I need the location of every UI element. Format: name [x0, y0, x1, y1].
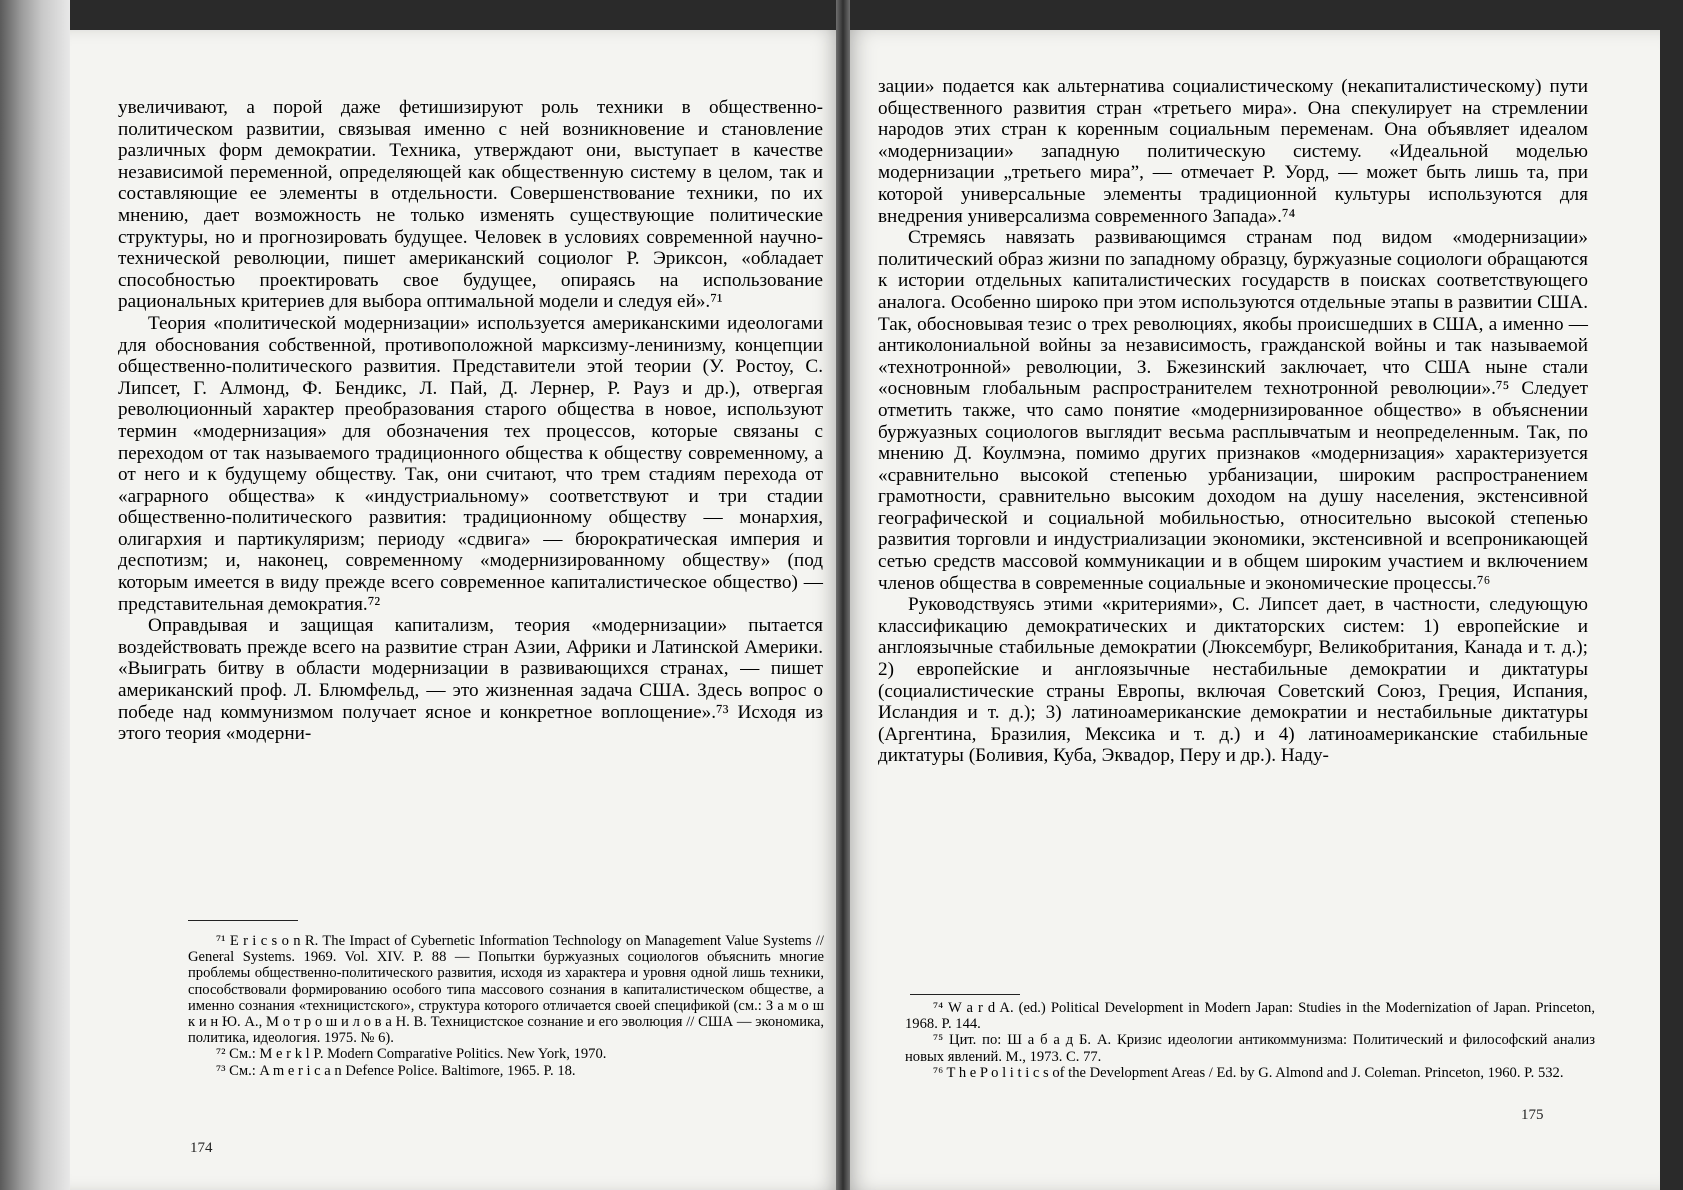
footnote-divider	[188, 920, 298, 921]
footnote-71: ⁷¹ E r i c s o n R. The Impact of Cybernetic Information Technology on Management Value Systems // General Systems. 1969. Vol. XIV. P. 88 — Попытки буржуазных социологов объяснить многие проблемы общественно-политического развития, исходя из характера и уровня одной лишь техники, способствовали формированию особого типа массового сознания в капиталистическом обществе, а именно сознания «техницистского», структура которого отличается своей спецификой (см.: З а м о ш к и н Ю. А., М о т р о ш и л о в а Н. В. Техницистское сознание и его эволюция // США — экономика, политика, идеология. 1975. № 6).	[188, 933, 824, 1047]
left-footnotes	[188, 933, 824, 1079]
footnote-74: ⁷⁴ W a r d A. (ed.) Political Development in Modern Japan: Studies in the Modernization of Japan. Princeton, 1968. P. 144.	[905, 1000, 1595, 1033]
right-footnotes	[905, 1000, 1595, 1081]
footnote-72: ⁷² См.: M e r k l P. Modern Comparative Politics. New York, 1970.	[216, 1046, 607, 1063]
left-paragraph-1: увеличивают, а порой даже фетишизируют роль техники в общественно-политическом развитии, связывая именно с ней возникновение и становление различных форм демократии. Техника, утверждают они, выступает в качестве независимой переменной, определяющей как общественную систему в целом, так и составляющие ее элементы в отдельности. Совершенствование техники, по их мнению, дает возможность не только изменять существующие политические структуры, но и прогнозировать будущее. Человек в условиях современной научно-технической революции, пишет американский социолог Р. Эриксон, «обладает способностью проектировать свое будущее, опираясь на использование рациональных критериев для выбора оптимальной модели и следуя ей».⁷¹	[118, 97, 823, 313]
book-gutter	[836, 0, 850, 1190]
left-page-body	[118, 97, 823, 745]
left-paragraph-3: Оправдывая и защищая капитализм, теория «модернизации» пытается воздействовать прежде всего на развитие стран Азии, Африки и Латинской Америки. «Выиграть битву в области модернизации в развивающихся странах, — пишет американский проф. Л. Блюмфельд, — это жизненная задача США. Здесь вопрос о победе над коммунизмом получает ясное и конкретное воплощение».⁷³ Исходя из этого теория «модерни-	[118, 615, 823, 745]
right-paragraph-3: Руководствуясь этими «критериями», С. Липсет дает, в частности, следующую классификацию демократических и диктаторских систем: 1) европейские и англоязычные стабильные демократии (Люксембург, Великобритания, Канада и т. д.); 2) европейские и англоязычные нестабильные демократии и диктатуры (социалистические страны Европы, включая Советский Союз, Греция, Испания, Исландия и т. д.); 3) латиноамериканские демократии и нестабильные диктатуры (Аргентина, Бразилия, Мексика и т. д.) и 4) латиноамериканские стабильные диктатуры (Боливия, Куба, Эквадор, Перу и др.). Наду-	[878, 594, 1588, 767]
right-paragraph-2: Стремясь навязать развивающимся странам под видом «модернизации» политический образ жизни по западному образцу, буржуазные социологи обращаются к истории отдельных капиталистических государств в поисках соответствующего аналога. Особенно широко при этом используются отдельные этапы в развитии США. Так, обосновывая тезис о трех революциях, якобы происшедших в США, а именно — антиколониальной войны за независимость, гражданской войны и так называемой «технотронной» революции, З. Бжезинский заключает, что США ныне стали «основным глобальным распространителем технотронной революции».⁷⁵ Следует отметить также, что само понятие «модернизированное общество» в объяснении буржуазных социологов выглядит весьма расплывчатым и неопределенным. Так, по мнению Д. Коулмэна, помимо других признаков «модернизация» характеризуется «сравнительно высокой степенью урбанизации, широким распространением грамотности, сравнительно высоким доходом на душу населения, экстенсивной географической и социальной мобильностью, относительно высокой степенью развития торговли и индустриализации экономики, экстенсивной и всепроникающей сетью средств массовой коммуникации и в общем широким участием и включением членов общества в современные социальные и экономические процессы.⁷⁶	[878, 227, 1588, 594]
footnote-73: ⁷³ См.: A m e r i c a n Defence Police. Baltimore, 1965. P. 18.	[216, 1062, 576, 1079]
page-edges	[0, 0, 70, 1190]
page-number-left: 174	[190, 1140, 213, 1156]
page-number-right: 175	[1521, 1107, 1544, 1123]
footnote-76: ⁷⁶ T h e P o l i t i c s of the Development Areas / Ed. by G. Almond and J. Coleman. Princeton, 1960. P. 532.	[933, 1064, 1564, 1081]
footnote-divider	[910, 994, 1020, 995]
left-paragraph-2: Теория «политической модернизации» используется американскими идеологами для обоснования собственной, противоположной марксизму-ленинизму, концепции общественно-политического развития. Представители этой теории (У. Ростоу, С. Липсет, Г. Алмонд, Ф. Бендикс, Л. Пай, Д. Лернер, Р. Раyз и др.), отвергая революционный характер преобразования старого общества в новое, используют термин «модернизация» для обозначения тех процессов, которые связаны с переходом от так называемого традиционного общества к обществу современному, а от него и к будущему обществу. Так, они считают, что трем стадиям перехода от «аграрного общества» к «индустриальному» соответствуют и три стадии общественно-политического развития: традиционному обществу — монархия, олигархия и партикуляризм; периоду «сдвига» — бюрократическая империя и деспотизм; и, наконец, современному «модернизированному обществу» (под которым имеется в виду прежде всего современное капиталистическое общество) — представительная демократия.⁷²	[118, 312, 823, 615]
right-page-body	[878, 76, 1588, 767]
right-paragraph-1: зации» подается как альтернатива социалистическому (некапиталистическому) пути общественного развития стран «третьего мира». Она спекулирует на стремлении народов этих стран к коренным социальным переменам. Она объявляет идеалом «модернизации» западную политическую систему. «Идеальной моделью модернизации „третьего мира”, — отмечает Р. Уорд, — может быть лишь та, при которой универсальные элементы традиционной культуры используются для внедрения универсализма современного Запада».⁷⁴	[878, 76, 1588, 227]
footnote-75: ⁷⁵ Цит. по: Ш а б а д Б. А. Кризис идеологии антикоммунизма: Политический и философский анализ новых явлений. М., 1973. С. 77.	[905, 1032, 1595, 1065]
